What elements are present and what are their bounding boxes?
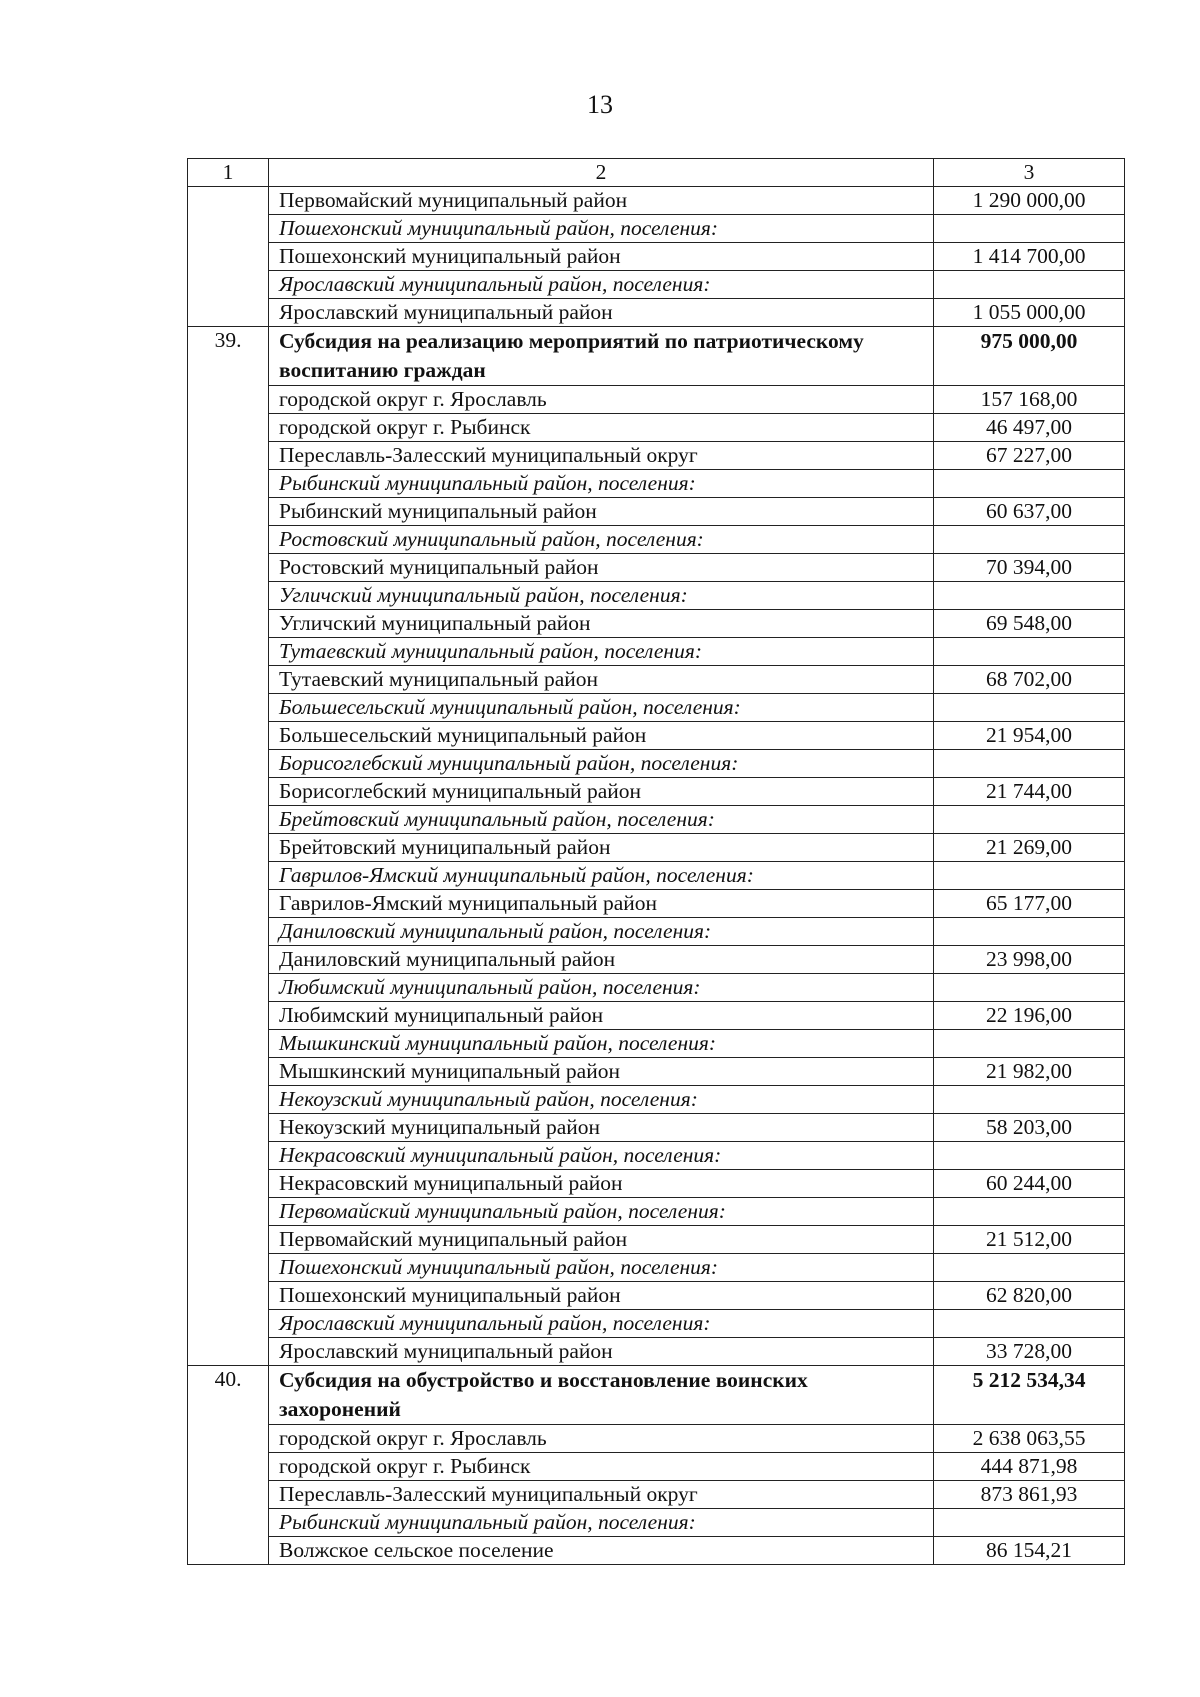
table-row: [188, 834, 1125, 862]
group-heading-row: [188, 1086, 1125, 1114]
row-name: Пошехонский муниципальный район: [269, 243, 934, 271]
row-number: [188, 778, 269, 806]
row-name: Первомайский муниципальный район, поселения:: [269, 1198, 934, 1226]
table-row: [188, 1114, 1125, 1142]
group-heading-row: [188, 750, 1125, 778]
row-number: [188, 498, 269, 526]
row-number: [188, 414, 269, 442]
row-name: Ярославский муниципальный район, поселения:: [269, 271, 934, 299]
row-number: [188, 243, 269, 271]
table-row: [188, 1453, 1125, 1481]
row-amount: [934, 1198, 1125, 1226]
row-number: [188, 1310, 269, 1338]
row-number: 40.: [188, 1366, 269, 1425]
group-heading-row: [188, 806, 1125, 834]
row-number: [188, 1086, 269, 1114]
row-amount: [934, 1030, 1125, 1058]
row-amount: [934, 974, 1125, 1002]
table-row: [188, 890, 1125, 918]
group-heading-row: [188, 1509, 1125, 1537]
row-number: [188, 1509, 269, 1537]
row-name: Ростовский муниципальный район: [269, 554, 934, 582]
row-name: Пошехонский муниципальный район: [269, 1282, 934, 1310]
row-number: [188, 722, 269, 750]
group-heading-row: [188, 1030, 1125, 1058]
row-name: Гаврилов-Ямский муниципальный район, поселения:: [269, 862, 934, 890]
row-name: Волжское сельское поселение: [269, 1537, 934, 1565]
group-heading-row: [188, 1254, 1125, 1282]
row-amount: 444 871,98: [934, 1453, 1125, 1481]
row-number: [188, 946, 269, 974]
row-name: Ярославский муниципальный район: [269, 299, 934, 327]
row-name: Рыбинский муниципальный район, поселения:: [269, 470, 934, 498]
table-row: [188, 1338, 1125, 1366]
group-heading-row: [188, 1310, 1125, 1338]
row-amount: 5 212 534,34: [934, 1366, 1125, 1425]
page-number: 13: [587, 90, 613, 119]
row-number: [188, 638, 269, 666]
row-name: Пошехонский муниципальный район, поселения:: [269, 215, 934, 243]
table-row: [188, 1425, 1125, 1453]
row-amount: 22 196,00: [934, 1002, 1125, 1030]
row-name: Некоузский муниципальный район: [269, 1114, 934, 1142]
table-row: [188, 1002, 1125, 1030]
row-amount: 21 982,00: [934, 1058, 1125, 1086]
row-number: [188, 1002, 269, 1030]
row-number: [188, 1030, 269, 1058]
row-amount: 975 000,00: [934, 327, 1125, 386]
header-col-1: 1: [188, 159, 269, 187]
row-name: Мышкинский муниципальный район: [269, 1058, 934, 1086]
row-amount: [934, 582, 1125, 610]
row-name: Любимский муниципальный район, поселения:: [269, 974, 934, 1002]
row-amount: 23 998,00: [934, 946, 1125, 974]
row-number: [188, 526, 269, 554]
row-number: [188, 1254, 269, 1282]
group-heading-row: [188, 215, 1125, 243]
row-name: Рыбинский муниципальный район, поселения:: [269, 1509, 934, 1537]
group-heading-row: [188, 470, 1125, 498]
table-row: [188, 498, 1125, 526]
row-amount: 873 861,93: [934, 1481, 1125, 1509]
row-name: Даниловский муниципальный район: [269, 946, 934, 974]
row-number: [188, 1058, 269, 1086]
row-amount: [934, 1086, 1125, 1114]
header-col-3: 3: [934, 159, 1125, 187]
row-number: [188, 1198, 269, 1226]
row-name: Тутаевский муниципальный район, поселения:: [269, 638, 934, 666]
row-name: Ростовский муниципальный район, поселения:: [269, 526, 934, 554]
table-row: [188, 1226, 1125, 1254]
subsidy-table: [187, 158, 1125, 1565]
row-amount: [934, 1142, 1125, 1170]
group-heading-row: [188, 582, 1125, 610]
row-number: [188, 1282, 269, 1310]
row-number: [188, 1425, 269, 1453]
row-name: Переславль-Залесский муниципальный округ: [269, 442, 934, 470]
row-name: Брейтовский муниципальный район: [269, 834, 934, 862]
row-amount: 67 227,00: [934, 442, 1125, 470]
row-amount: 65 177,00: [934, 890, 1125, 918]
table-row: [188, 1058, 1125, 1086]
table-row: [188, 386, 1125, 414]
row-amount: 62 820,00: [934, 1282, 1125, 1310]
table-row: [188, 610, 1125, 638]
table-row: [188, 1170, 1125, 1198]
row-number: [188, 1537, 269, 1565]
row-number: [188, 1142, 269, 1170]
row-number: 39.: [188, 327, 269, 386]
row-name: Первомайский муниципальный район: [269, 187, 934, 215]
row-name: Брейтовский муниципальный район, поселения:: [269, 806, 934, 834]
row-amount: 2 638 063,55: [934, 1425, 1125, 1453]
group-heading-row: [188, 1198, 1125, 1226]
row-name: Гаврилов-Ямский муниципальный район: [269, 890, 934, 918]
table-row: [188, 1537, 1125, 1565]
row-name: Борисоглебский муниципальный район, поселения:: [269, 750, 934, 778]
row-name: Тутаевский муниципальный район: [269, 666, 934, 694]
row-number: [188, 187, 269, 215]
row-amount: [934, 638, 1125, 666]
row-name: городской округ г. Ярославль: [269, 1425, 934, 1453]
row-amount: [934, 1310, 1125, 1338]
row-number: [188, 1338, 269, 1366]
row-name: Некрасовский муниципальный район: [269, 1170, 934, 1198]
row-name: Любимский муниципальный район: [269, 1002, 934, 1030]
row-amount: 21 744,00: [934, 778, 1125, 806]
header-col-2: 2: [269, 159, 934, 187]
row-name: Переславль-Залесский муниципальный округ: [269, 1481, 934, 1509]
table-row: [188, 722, 1125, 750]
table-row: [188, 442, 1125, 470]
row-amount: 86 154,21: [934, 1537, 1125, 1565]
row-name: Первомайский муниципальный район: [269, 1226, 934, 1254]
section-row: [188, 1366, 1125, 1425]
row-name: Субсидия на обустройство и восстановление воинских захоронений: [269, 1366, 934, 1425]
row-amount: [934, 750, 1125, 778]
row-amount: 1 414 700,00: [934, 243, 1125, 271]
row-amount: 1 290 000,00: [934, 187, 1125, 215]
table-body: [188, 159, 1125, 1565]
row-name: Борисоглебский муниципальный район: [269, 778, 934, 806]
row-amount: [934, 1254, 1125, 1282]
group-heading-row: [188, 1142, 1125, 1170]
row-name: Угличский муниципальный район: [269, 610, 934, 638]
row-name: Большесельский муниципальный район: [269, 722, 934, 750]
group-heading-row: [188, 694, 1125, 722]
row-name: Ярославский муниципальный район: [269, 1338, 934, 1366]
section-row: [188, 327, 1125, 386]
row-amount: 21 512,00: [934, 1226, 1125, 1254]
row-number: [188, 299, 269, 327]
row-amount: [934, 694, 1125, 722]
group-heading-row: [188, 974, 1125, 1002]
table-row: [188, 243, 1125, 271]
table-row: [188, 1481, 1125, 1509]
row-amount: [934, 271, 1125, 299]
row-amount: [934, 806, 1125, 834]
row-number: [188, 806, 269, 834]
table-row: [188, 778, 1125, 806]
row-name: Некоузский муниципальный район, поселения:: [269, 1086, 934, 1114]
row-number: [188, 918, 269, 946]
row-number: [188, 610, 269, 638]
row-number: [188, 750, 269, 778]
row-amount: 1 055 000,00: [934, 299, 1125, 327]
row-name: Некрасовский муниципальный район, поселения:: [269, 1142, 934, 1170]
row-number: [188, 1226, 269, 1254]
row-amount: 46 497,00: [934, 414, 1125, 442]
group-heading-row: [188, 526, 1125, 554]
table-row: [188, 666, 1125, 694]
row-name: Пошехонский муниципальный район, поселения:: [269, 1254, 934, 1282]
row-name: городской округ г. Ярославль: [269, 386, 934, 414]
row-name: Рыбинский муниципальный район: [269, 498, 934, 526]
group-heading-row: [188, 918, 1125, 946]
row-name: городской округ г. Рыбинск: [269, 1453, 934, 1481]
row-number: [188, 386, 269, 414]
row-number: [188, 470, 269, 498]
row-amount: 70 394,00: [934, 554, 1125, 582]
row-amount: 69 548,00: [934, 610, 1125, 638]
table-row: [188, 946, 1125, 974]
row-number: [188, 666, 269, 694]
row-name: Угличский муниципальный район, поселения:: [269, 582, 934, 610]
table-row: [188, 554, 1125, 582]
row-name: Мышкинский муниципальный район, поселения:: [269, 1030, 934, 1058]
row-amount: [934, 470, 1125, 498]
row-number: [188, 974, 269, 1002]
table-row: [188, 414, 1125, 442]
row-name: городской округ г. Рыбинск: [269, 414, 934, 442]
row-amount: 21 954,00: [934, 722, 1125, 750]
row-amount: 60 244,00: [934, 1170, 1125, 1198]
row-amount: [934, 215, 1125, 243]
row-amount: [934, 526, 1125, 554]
row-amount: 157 168,00: [934, 386, 1125, 414]
row-number: [188, 890, 269, 918]
row-number: [188, 1481, 269, 1509]
group-heading-row: [188, 271, 1125, 299]
row-amount: 21 269,00: [934, 834, 1125, 862]
table-row: [188, 1282, 1125, 1310]
row-number: [188, 694, 269, 722]
row-number: [188, 1170, 269, 1198]
row-number: [188, 862, 269, 890]
row-amount: 68 702,00: [934, 666, 1125, 694]
row-name: Ярославский муниципальный район, поселения:: [269, 1310, 934, 1338]
row-amount: [934, 1509, 1125, 1537]
table-row: [188, 187, 1125, 215]
row-name: Субсидия на реализацию мероприятий по патриотическому воспитанию граждан: [269, 327, 934, 386]
row-amount: 58 203,00: [934, 1114, 1125, 1142]
row-name: Даниловский муниципальный район, поселения:: [269, 918, 934, 946]
group-heading-row: [188, 638, 1125, 666]
row-name: Большесельский муниципальный район, поселения:: [269, 694, 934, 722]
row-amount: 33 728,00: [934, 1338, 1125, 1366]
row-number: [188, 834, 269, 862]
row-number: [188, 1114, 269, 1142]
row-amount: [934, 918, 1125, 946]
row-number: [188, 442, 269, 470]
row-number: [188, 271, 269, 299]
row-number: [188, 582, 269, 610]
table-row: [188, 299, 1125, 327]
table-header-row: [188, 159, 1125, 187]
group-heading-row: [188, 862, 1125, 890]
row-amount: 60 637,00: [934, 498, 1125, 526]
row-number: [188, 554, 269, 582]
row-amount: [934, 862, 1125, 890]
row-number: [188, 1453, 269, 1481]
row-number: [188, 215, 269, 243]
